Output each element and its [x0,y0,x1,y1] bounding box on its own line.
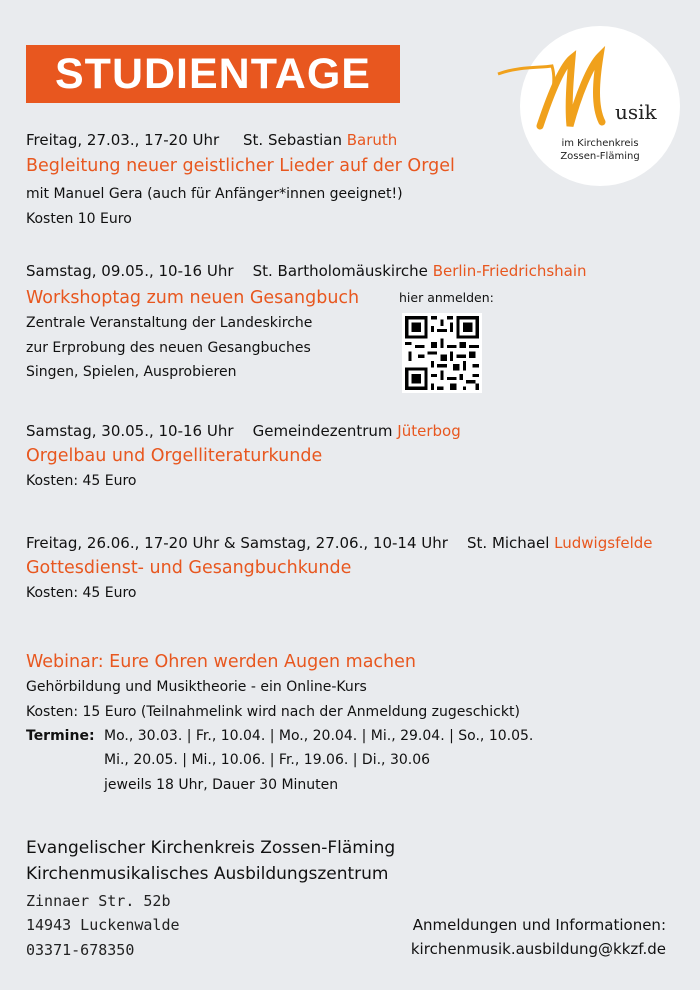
event4-title: Gottesdienst- und Gesangbuchkunde [26,558,352,578]
event4-venue: St. Michael [467,534,550,552]
event4-cost: Kosten: 45 Euro [26,585,137,601]
event3-venue: Gemeindezentrum [252,422,393,440]
event1-place: Baruth [346,131,398,149]
event2-line1: Zentrale Veranstaltung der Landeskirche [26,315,313,331]
event4-date: Freitag, 26.06., 17-20 Uhr & Samstag, 27.06., 10-14 Uhr [26,534,448,552]
event2-venue: St. Bartholomäuskirche [252,262,428,280]
event1-heading [26,131,397,149]
contact-email[interactable]: kirchenmusik.ausbildung@kkzf.de [410,940,666,958]
event3-heading [26,422,461,440]
event2-title: Workshoptag zum neuen Gesangbuch [26,288,360,308]
musik-m-icon [490,26,610,136]
register-label: hier anmelden: [399,290,494,305]
event3-date: Samstag, 30.05., 10-16 Uhr [26,422,234,440]
address-city: 14943 Luckenwalde [26,916,180,934]
event1-date: Freitag, 27.03., 17-20 Uhr [26,131,220,149]
termine-line3: jeweils 18 Uhr, Dauer 30 Minuten [104,777,339,793]
qr-code[interactable] [402,313,482,393]
event1-venue: St. Sebastian [243,131,342,149]
musik-logo [520,26,680,186]
event2-place: Berlin-Friedrichshain [432,262,587,280]
event2-heading [26,262,587,280]
logo-line-2: Zossen-Fläming [560,151,640,162]
webinar-cost: Kosten: 15 Euro (Teilnahmelink wird nach der Anmeldung zugeschickt) [26,704,520,720]
termine-line2: Mi., 20.05. | Mi., 10.06. | Fr., 19.06. | Di., 30.06 [104,752,431,768]
address-street: Zinnaer Str. 52b [26,892,171,910]
event4-heading [26,534,653,552]
event1-title: Begleitung neuer geistlicher Lieder auf der Orgel [26,156,455,176]
org-name: Evangelischer Kirchenkreis Zossen-Fläming [26,838,396,858]
event2-line2: zur Erprobung des neuen Gesangbuches [26,340,311,356]
logo-line-1: im Kirchenkreis [561,138,639,149]
webinar-line1: Gehörbildung und Musiktheorie - ein Online-Kurs [26,679,367,695]
event2-date: Samstag, 09.05., 10-16 Uhr [26,262,234,280]
org-subname: Kirchenmusikalisches Ausbildungszentrum [26,864,389,884]
termine-label: Termine: [26,728,95,744]
event3-title: Orgelbau und Orgelliteraturkunde [26,446,323,466]
title-banner: STUDIENTAGE [26,45,400,103]
termine-line1: Mo., 30.03. | Fr., 10.04. | Mo., 20.04. | Mi., 29.04. | So., 10.05. [104,728,534,744]
qr-code-icon [402,313,482,393]
phone-number: 03371-678350 [26,941,135,959]
event3-place: Jüterbog [397,422,461,440]
event4-place: Ludwigsfelde [554,534,653,552]
event2-line3: Singen, Spielen, Ausprobieren [26,364,237,380]
info-label: Anmeldungen und Informationen: [412,916,666,934]
webinar-title: Webinar: Eure Ohren werden Augen machen [26,652,416,672]
event1-cost: Kosten 10 Euro [26,211,132,227]
event3-cost: Kosten: 45 Euro [26,473,137,489]
event1-line1: mit Manuel Gera (auch für Anfänger*innen geeignet!) [26,186,403,202]
logo-word: usik [615,100,657,124]
